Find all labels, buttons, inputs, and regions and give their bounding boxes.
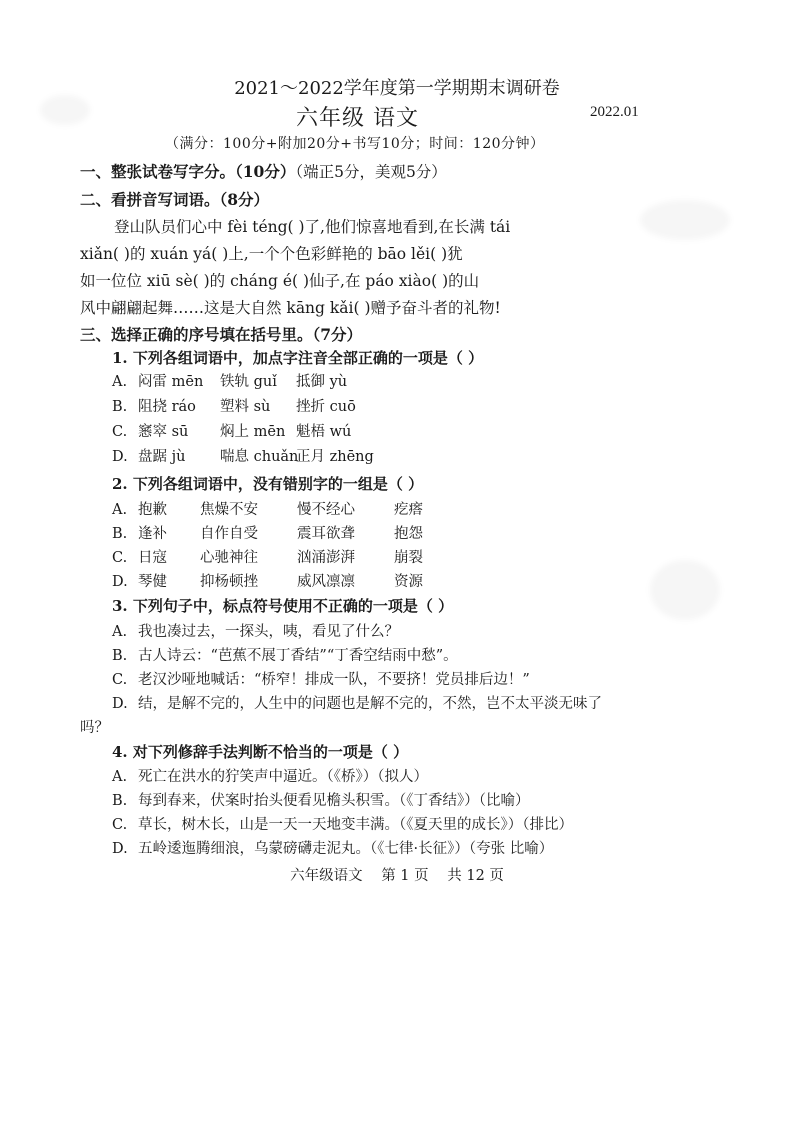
- option-letter: C.: [112, 550, 128, 566]
- option-letter: A.: [112, 769, 128, 785]
- option-letter: A.: [112, 502, 128, 518]
- footer-page-total: 共 12 页: [447, 868, 504, 884]
- option-word: 挫折 cuō: [296, 399, 356, 415]
- option-word: 震耳欲聋: [297, 526, 355, 542]
- q1-option-d: [112, 445, 374, 466]
- footer-page-number: 第 1 页: [381, 868, 429, 884]
- option-text: 五岭逶迤腾细浪，乌蒙磅礴走泥丸。（《七律·长征》）（夸张 比喻）: [138, 841, 554, 857]
- option-text: 古人诗云：“芭蕉不展丁香结”“丁香空结雨中愁”。: [138, 648, 458, 664]
- section-2-heading: 二、看拼音写词语。（8分）: [80, 190, 270, 209]
- option-letter: C.: [112, 817, 128, 833]
- q1-option-a: [112, 370, 347, 391]
- option-letter: A.: [112, 374, 128, 390]
- pinyin-line-1: 登山队员们心中 fèi téng( )了,他们惊喜地看到,在长满 tái: [114, 218, 511, 236]
- q2-option-c: [112, 546, 423, 567]
- q3-option-b: [112, 644, 458, 665]
- option-word: 正月 zhēng: [296, 449, 374, 465]
- section-3-heading: 三、选择正确的序号填在括号里。（7分）: [80, 325, 363, 344]
- page-footer: [0, 864, 794, 885]
- option-word: 抱怨: [394, 526, 423, 542]
- option-letter: B.: [112, 526, 128, 542]
- option-word: 汹涌澎湃: [297, 550, 355, 566]
- option-text: 每到春来，伏案时抬头便看见檐头积雪。（《丁香结》）（比喻）: [138, 793, 530, 809]
- option-word: 魁梧 wú: [296, 424, 352, 440]
- exam-date: 2022.01: [590, 104, 639, 120]
- option-word: 塑料 sù: [220, 399, 271, 415]
- q2-option-b: [112, 522, 423, 543]
- option-letter: C.: [112, 672, 128, 688]
- option-letter: A.: [112, 624, 128, 640]
- option-letter: B.: [112, 793, 128, 809]
- option-word: 窸窣 sū: [138, 424, 189, 440]
- scan-smudge: [650, 560, 720, 620]
- option-word: 闷雷 mēn: [138, 374, 204, 390]
- option-letter: B.: [112, 399, 128, 415]
- q2-option-a: [112, 498, 423, 519]
- option-text: 草长，树木长，山是一天一天地变丰满。（《夏天里的成长》）（排比）: [138, 817, 573, 833]
- q3-option-d: [112, 692, 602, 713]
- q3-option-d-continuation: 吗？: [80, 720, 109, 736]
- option-word: 琴健: [138, 574, 167, 590]
- option-word: 焦燥不安: [200, 502, 258, 518]
- footer-subject: 六年级语文: [290, 868, 363, 884]
- q2-option-d: [112, 570, 423, 591]
- option-letter: D.: [112, 841, 128, 857]
- q4-option-d: [112, 837, 553, 858]
- option-word: 抵御 yù: [296, 374, 348, 390]
- option-letter: D.: [112, 449, 128, 465]
- exam-title: 2021～2022学年度第一学期期末调研卷: [234, 78, 560, 99]
- question-1-stem: 1. 下列各组词语中，加点字注音全部正确的一项是（ ）: [112, 349, 484, 367]
- option-text: 死亡在洪水的狞笑声中逼近。（《桥》）（拟人）: [138, 769, 428, 785]
- option-word: 逢补: [138, 526, 167, 542]
- option-word: 慢不经心: [297, 502, 355, 518]
- q1-option-b: [112, 395, 356, 416]
- option-text: 结，是解不完的，人生中的问题也是解不完的，不然，岂不太平淡无味了: [138, 696, 602, 712]
- question-3-stem: 3. 下列句子中，标点符号使用不正确的一项是（ ）: [112, 597, 454, 615]
- option-letter: C.: [112, 424, 128, 440]
- option-word: 崩裂: [394, 550, 423, 566]
- option-text: 我也凑过去，一探头，咦，看见了什么？: [138, 624, 399, 640]
- question-2-stem: 2. 下列各组词语中，没有错别字的一组是（ ）: [112, 475, 424, 493]
- section-1-title: 一、整张试卷写字分。（10分）: [80, 162, 296, 181]
- option-word: 喘息 chuǎn: [220, 449, 299, 465]
- option-word: 抱歉: [138, 502, 167, 518]
- pinyin-line-2: xiǎn( )的 xuán yá( )上,一个个色彩鲜艳的 bāo lěi( )犹: [80, 245, 463, 263]
- option-word: 抑杨顿挫: [200, 574, 258, 590]
- option-word: 疙瘩: [394, 502, 423, 518]
- q4-option-a: [112, 765, 428, 786]
- option-word: 阻挠 ráo: [138, 399, 196, 415]
- section-1-detail: （端正5分，美观5分）: [295, 163, 447, 181]
- option-word: 资源: [394, 574, 423, 590]
- q1-option-c: [112, 420, 351, 441]
- section-1-heading: [80, 160, 447, 182]
- scan-smudge: [640, 200, 730, 240]
- option-word: 铁轨 guǐ: [220, 374, 277, 390]
- q4-option-b: [112, 789, 530, 810]
- option-letter: D.: [112, 574, 128, 590]
- grade-subject: 六年级 语文: [296, 106, 419, 131]
- option-letter: D.: [112, 696, 128, 712]
- option-word: 焖上 mēn: [220, 424, 286, 440]
- option-text: 老汉沙哑地喊话：“桥窄！排成一队，不要挤！党员排后边！”: [138, 672, 530, 688]
- score-time-note: （满分：100分+附加20分+书写10分；时间：120分钟）: [165, 136, 545, 152]
- pinyin-line-4: 风中翩翩起舞……这是大自然 kāng kǎi( )赠予奋斗者的礼物!: [80, 299, 501, 317]
- question-4-stem: 4. 对下列修辞手法判断不恰当的一项是（ ）: [112, 743, 409, 761]
- option-word: 心驰神往: [200, 550, 258, 566]
- q4-option-c: [112, 813, 573, 834]
- option-word: 日寇: [138, 550, 167, 566]
- option-word: 自作自受: [200, 526, 258, 542]
- option-letter: B.: [112, 648, 128, 664]
- option-word: 威风凛凛: [297, 574, 355, 590]
- q3-option-a: [112, 620, 399, 641]
- pinyin-line-3: 如一位位 xiū sè( )的 cháng é( )仙子,在 páo xiào( )的山: [80, 272, 480, 290]
- q3-option-c: [112, 668, 530, 689]
- option-word: 盘踞 jù: [138, 449, 186, 465]
